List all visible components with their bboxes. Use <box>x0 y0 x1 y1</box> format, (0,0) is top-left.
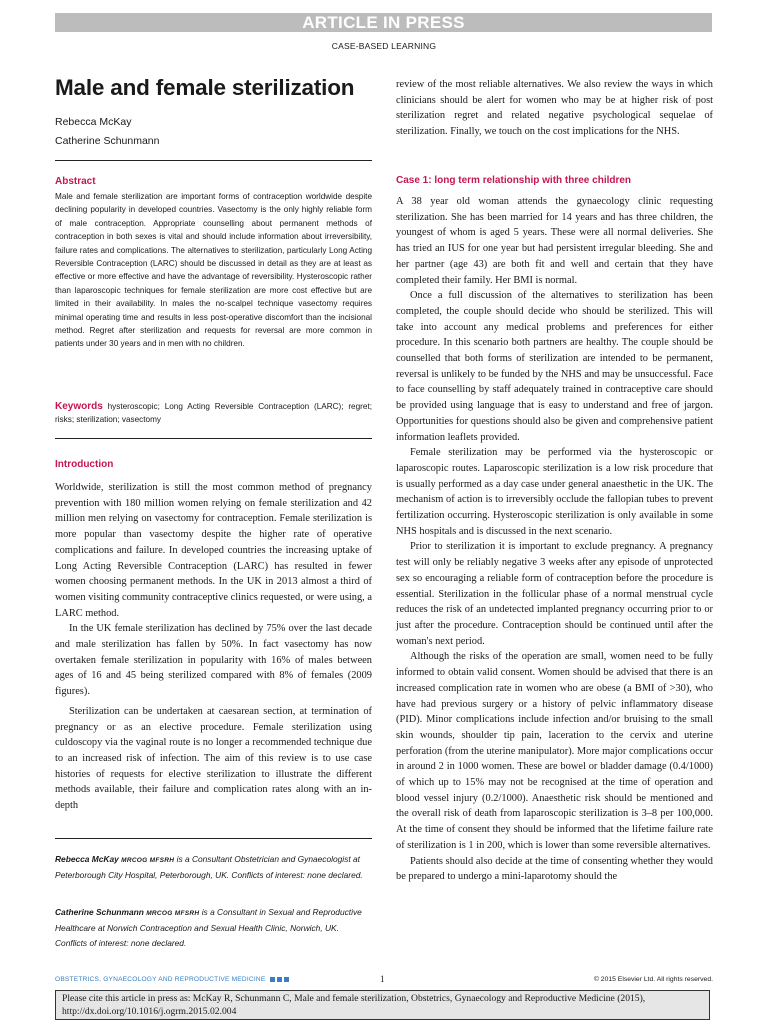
bio-name: Rebecca McKay <box>55 854 119 864</box>
paragraph: Worldwide, sterilization is still the most common method of pregnancy prevention with 180 million women relying on female sterilization and 42 million men relying on vasectomy for contraception. Female sterilization is more popular than vasectomy despite the higher rate of operative complications and failure. In developed countries the increasing uptake of Long Acting Reversible Contraception (LARC) has resulted in fewer women choosing permanent methods. In the UK in 2013 almost a third of women visiting community contraceptive clinics requested, or were using, a LARC method. <box>55 482 372 619</box>
square-icon <box>277 977 282 982</box>
paragraph: In the UK female sterilization has declined by 75% over the last decade and male sterilization has fallen by 50%. In fact vasectomy has now overtaken female sterilization in popularity with 16% of males between ages of 16 and 45 being sterilized compared with 8% of females (2009 figures). <box>55 623 372 698</box>
author-2: Catherine Schunmann <box>55 135 160 147</box>
paragraph: Once a full discussion of the alternatives to sterilization has been completed, the couple should decide who should be sterilized. This will take into account any medical problems and preferences for either procedure. In this scenario both partners are healthy. The couple should be counselled that both forms of sterilization are intended to be permanent, reversal is unlikely to be funded by the NHS and may be unsuccessful. Face to face counselling by staff adequately trained in contraceptive care should be provided using language that is easy to understand and free of jargon. Opportunities for questions should also be given and comprehensive patient information leaflets provided. <box>396 290 713 443</box>
bio-text: is a Consultant in Sexual and Reproductive Healthcare at Norwich Contraception and Sexual Health Clinic, Norwich, UK. Conflicts of interest: none declared. <box>55 907 362 948</box>
citation-text: Please cite this article in press as: McKay R, Schunmann C, Male and female sterilization, Obstetrics, Gynaecology and Reproductive Medicine (2015), http://dx.doi.org/10.1016/j.ogrm.2015.02.004 <box>62 993 646 1018</box>
keywords <box>55 400 372 427</box>
paragraph: Female sterilization may be performed via the hysteroscopic or laparoscopic routes. Laparoscopic sterilization is a low risk procedure that is usually performed as a day case under general anaesthetic in the UK. The mechanism of action is to irreversibly occlude the fallopian tubes to prevent fertilization occurring. Hysteroscopic sterilization is only available in some NHS hospitals and is discussed in the next scenario. <box>396 447 713 537</box>
copyright: © 2015 Elsevier Ltd. All rights reserved. <box>593 976 713 983</box>
page-number: 1 <box>380 974 385 984</box>
author-bio-1 <box>55 852 372 883</box>
bio-credentials: MRCOG MFSRH <box>146 910 200 917</box>
article-in-press-banner: ARTICLE IN PRESS <box>55 13 712 32</box>
abstract-heading: Abstract <box>55 176 96 187</box>
paragraph: Sterilization can be undertaken at caesarean section, at termination of pregnancy or as an elective procedure. Female sterilization using culdoscopy via the vaginal route is no longer a recommended technique due to an increased risk of infection. The aim of this review is to use case histories of requests for elective sterilization to illustrate the different methods available, their failure and complication rates along with an in-depth <box>55 705 372 812</box>
journal-footer <box>55 976 289 983</box>
paragraph: review of the most reliable alternatives. We also review the ways in which clinicians should be alert for women who may be at higher risk of post sterilization regret and related negative psychological sequelae of sterilization. Finally, we touch on the cost implications for the NHS. <box>396 79 713 138</box>
square-icon <box>270 977 275 982</box>
paragraph: Although the risks of the operation are small, women need to be fully informed to obtain valid consent. Women should be advised that there is an increased complication rate in women who are obese (a BMI of >30), who have had previous surgery or a history of pelvic inflammatory disease (PID). Minor complications include infection and/or bruising to the small skin wounds, shoulder tip pain, laceration to the cervix and uterine perforation (from the uterine manipulator). More major complications occur in around 2 in 1000 women. These are bowel or bladder damage (0.4/1000) of which up to 15% may not be recognised at the time of operation and blood vessel injury (0.2/1000). Anaesthetic risk should be mentioned and the overall risk of death from laparoscopic sterilization is 3–8 per 100,000. At the time of consent they should be informed that the lifetime failure rate of sterilization is 1 in 200, which is lower than some reversible alternatives. <box>396 651 713 851</box>
journal-name: OBSTETRICS, GYNAECOLOGY AND REPRODUCTIVE MEDICINE <box>55 976 266 983</box>
section-label: CASE-BASED LEARNING <box>331 41 437 51</box>
case1-body <box>396 194 713 885</box>
introduction-body <box>55 480 372 814</box>
abstract-text: Male and female sterilization are important forms of contraception worldwide despite declining popularity in developed countries. Vasectomy is the only highly reliable form of male contraception. Appropriate counselling about permanent methods of contraception in both sexes is vital and should include information about irreversibility, failure rates and complications. The alternatives to sterilization, particularly Long Acting Reversible Contraception (LARC) should be discussed in detail as they are at least as effective or more effective and have the advantage of reversibility. Hysteroscopic rather than laparoscopic techniques for female sterilization are more cost effective but are limited in their availability. In males the no-scalpel technique vasectomy requires minimal operating time and results in less post-operative discomfort than the incisional method. Regret after sterilization and requests for reversal are more common in patients under 30 years and in men with no children. <box>55 192 372 349</box>
introduction-heading: Introduction <box>55 459 114 470</box>
paragraph: A 38 year old woman attends the gynaecology clinic requesting sterilization. She has been married for 14 years and has three children, the youngest of whom is aged 5 years. These were all normal deliveries. She has tried an IUS for one year but had persistent irregular bleeding. She and her partner (age 43) are both fit and well and certain that they have completed their family. Her BMI is normal. <box>396 196 713 286</box>
paragraph: Patients should also decide at the time of consenting whether they would be prepared to undergo a mini-laparotomy should the <box>396 855 713 883</box>
bio-text: is a Consultant Obstetrician and Gynaecologist at Peterborough City Hospital, Peterborough, UK. Conflicts of interest: none declared. <box>55 854 363 881</box>
paragraph: Prior to sterilization it is important to exclude pregnancy. A pregnancy test will only be reliably negative 3 weeks after any episode of unprotected sex so encouraging a reliable form of contraception before the procedure is essential. Sterilization in the follicular phase of a normal menstrual cycle reduces the risk of an undetected implanted pregnancy occurring prior to or just after the procedure. Contraception should be continued until after the woman's next period. <box>396 541 713 647</box>
keywords-heading: Keywords <box>55 401 103 412</box>
bio-name: Catherine Schunmann <box>55 907 144 917</box>
divider <box>55 438 372 439</box>
citation-box <box>55 990 710 1020</box>
keywords-text: hysteroscopic; Long Acting Reversible Contraception (LARC); regret; risks; sterilization; vasectomy <box>55 402 372 425</box>
square-icon <box>284 977 289 982</box>
case1-heading: Case 1: long term relationship with three children <box>396 175 632 186</box>
introduction-continued <box>396 77 713 140</box>
divider <box>55 160 372 161</box>
divider <box>55 838 372 839</box>
author-1: Rebecca McKay <box>55 116 132 128</box>
article-title: Male and female sterilization <box>55 75 355 100</box>
author-bio-2 <box>55 905 372 950</box>
bio-credentials: MRCOG MFSRH <box>121 857 175 864</box>
